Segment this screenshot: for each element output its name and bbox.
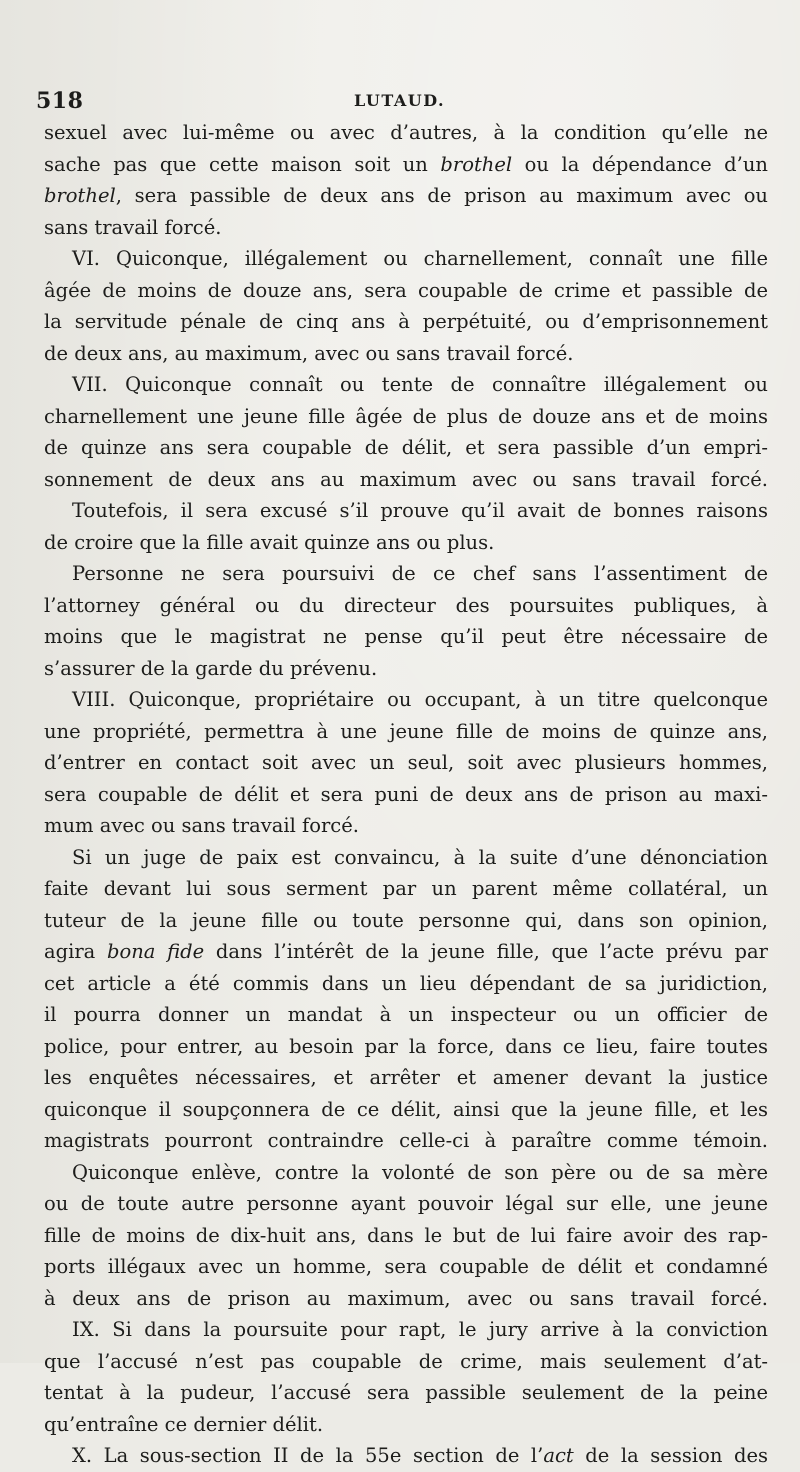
text-line: VII. Quiconque connaît ou tente de connaître illégalement ou <box>72 373 768 396</box>
text-line: cet article a été commis dans un lieu dépendant de sa juridiction, <box>44 971 768 995</box>
text-line: il pourra donner un mandat à un inspecteur ou un officier de <box>44 1003 768 1026</box>
running-head: LUTAUD. <box>354 91 446 110</box>
text-line: de quinze ans sera coupable de délit, et sera passible d’un empri- <box>44 436 768 459</box>
text-line: sache pas que cette maison soit un brothel ou la dépendance d’un <box>44 152 768 176</box>
text-line: une propriété, permettra à une jeune fille de moins de quinze ans, <box>44 719 768 743</box>
text-line: Personne ne sera poursuivi de ce chef sans l’assentiment de <box>72 562 768 585</box>
text-line: sonnement de deux ans au maximum avec ou sans travail forcé. <box>44 467 768 491</box>
text-line: Si un juge de paix est convaincu, à la suite d’une dénonciation <box>72 845 768 869</box>
text-line: de deux ans, au maximum, avec ou sans travail forcé. <box>44 341 574 365</box>
text-line: fille de moins de dix-huit ans, dans le but de lui faire avoir des rap- <box>44 1223 768 1247</box>
text-line: sera coupable de délit et sera puni de deux ans de prison au maxi- <box>44 782 768 806</box>
text-line: l’attorney général ou du directeur des poursuites publiques, à <box>44 593 768 617</box>
text-line: que l’accusé n’est pas coupable de crime, mais seulement d’at- <box>44 1349 768 1373</box>
text-line: IX. Si dans la poursuite pour rapt, le jury arrive à la conviction <box>72 1318 768 1341</box>
page-header <box>36 88 760 118</box>
text-line: police, pour entrer, au besoin par la force, dans ce lieu, faire toutes <box>44 1034 768 1058</box>
text-line: faite devant lui sous serment par un parent même collatéral, un <box>44 877 768 900</box>
text-line: VIII. Quiconque, propriétaire ou occupant, à un titre quelconque <box>72 688 768 711</box>
text-line: agira bona fide dans l’intérêt de la jeune fille, que l’acte prévu par <box>44 940 768 963</box>
text-line: VI. Quiconque, illégalement ou charnellement, connaît une fille <box>72 247 768 270</box>
text-line: moins que le magistrat ne pense qu’il peut être nécessaire de <box>44 625 768 648</box>
body-text <box>44 117 768 1472</box>
text-line: ports illégaux avec un homme, sera coupable de délit et condamné <box>44 1255 768 1278</box>
text-line: sexuel avec lui-même ou avec d’autres, à la condition qu’elle ne <box>44 121 768 144</box>
text-line: la servitude pénale de cinq ans à perpétuité, ou d’emprisonnement <box>44 310 768 333</box>
text-line: qu’entraîne ce dernier délit. <box>44 1412 324 1436</box>
page-number: 518 <box>36 88 84 114</box>
text-line: sans travail forcé. <box>44 215 222 239</box>
text-line: d’entrer en contact soit avec un seul, soit avec plusieurs hommes, <box>44 751 768 774</box>
text-line: de croire que la fille avait quinze ans ou plus. <box>44 530 495 554</box>
text-line: à deux ans de prison au maximum, avec ou sans travail forcé. <box>44 1286 768 1310</box>
text-line: Toutefois, il sera excusé s’il prouve qu’il avait de bonnes raisons <box>72 499 768 522</box>
text-line: mum avec ou sans travail forcé. <box>44 814 359 837</box>
text-line: tuteur de la jeune fille ou toute personne qui, dans son opinion, <box>44 908 768 932</box>
text-line: Quiconque enlève, contre la volonté de son père ou de sa mère <box>72 1160 768 1184</box>
text-line: brothel, sera passible de deux ans de prison au maximum avec ou <box>44 184 768 207</box>
text-line: âgée de moins de douze ans, sera coupable de crime et passible de <box>44 278 768 302</box>
text-line: quiconque il soupçonnera de ce délit, ainsi que la jeune fille, et les <box>44 1097 768 1121</box>
text-line: ou de toute autre personne ayant pouvoir légal sur elle, une jeune <box>44 1192 768 1215</box>
text-line: charnellement une jeune fille âgée de plus de douze ans et de moins <box>44 404 768 428</box>
text-line: les enquêtes nécessaires, et arrêter et amener devant la justice <box>44 1066 768 1089</box>
text-line: X. La sous-section II de la 55e section de l’act de la session des <box>72 1444 768 1467</box>
text-line: tentat à la pudeur, l’accusé sera passible seulement de la peine <box>44 1381 768 1404</box>
text-line: magistrats pourront contraindre celle-ci à paraître comme témoin. <box>44 1129 768 1152</box>
text-line: s’assurer de la garde du prévenu. <box>44 656 378 680</box>
